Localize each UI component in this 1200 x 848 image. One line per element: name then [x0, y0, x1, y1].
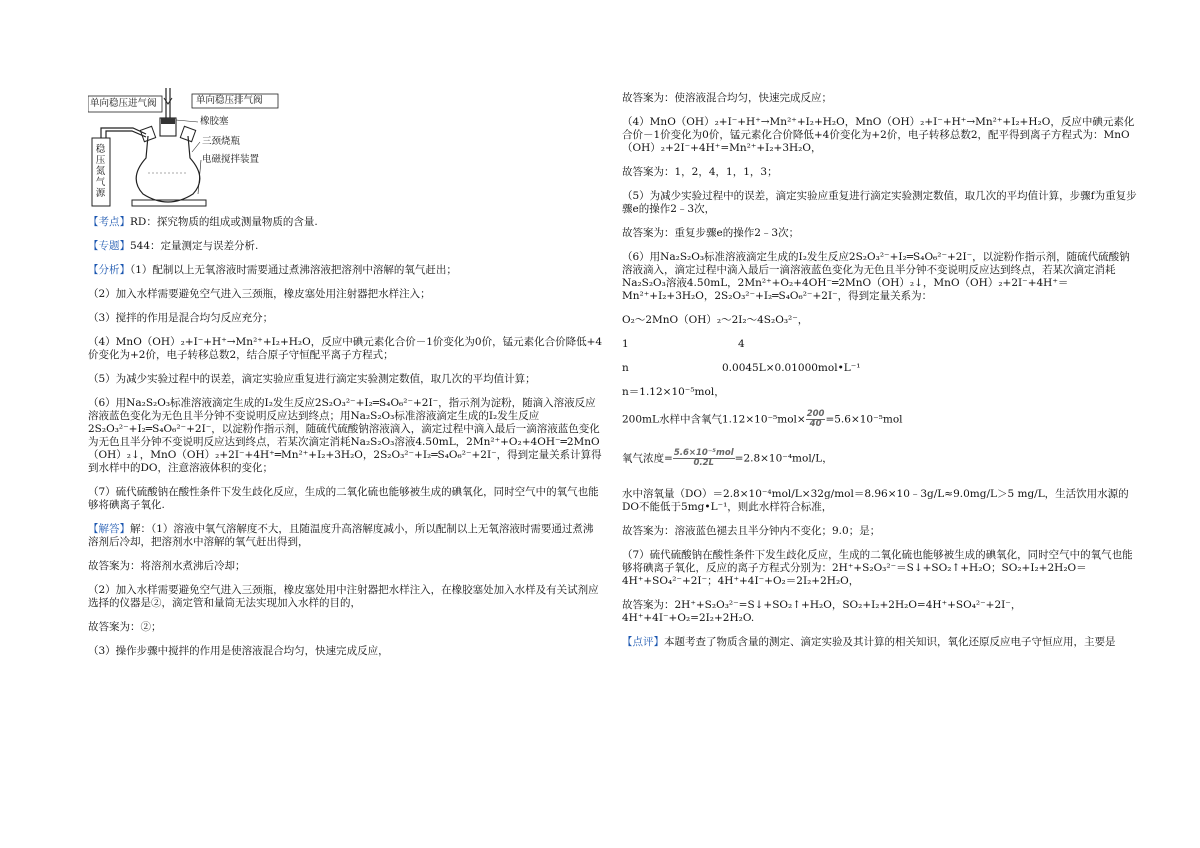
fraction-conc-numerator: 5.6×10⁻⁵mol: [673, 448, 734, 458]
oxygen-concentration-result: =2.8×10⁻⁴mol/L，: [734, 452, 833, 465]
oxygen-amount-line: [622, 410, 1137, 429]
section-tag: 【专题】: [88, 240, 130, 252]
oxygen-concentration-line: [622, 449, 1137, 468]
solution-7: （7）硫代硫酸钠在酸性条件下发生歧化反应，生成的二氧化硫也能够被生成的碘氧化，同时空气中的氧气也能够将碘离子氧化，反应的离子方程式分别为：2H⁺+S₂O₃²⁻＝S↓+SO₂↑+H₂O；SO₂+I₂+2H₂O＝4H⁺+SO₄²⁻+2I⁻；4H⁺+4I⁻+O₂＝2I₂+2H₂O，: [622, 549, 1133, 587]
gas-source-label: 稳压氮气源: [95, 144, 106, 199]
section-tag: 【解答】: [88, 523, 130, 535]
right-column: [622, 92, 1137, 660]
titrant-expression: 0.0045L×0.01000mol•L⁻¹: [722, 362, 861, 374]
apparatus-figure: [88, 88, 288, 208]
ratio-relation: O₂～2MnO（OH）₂～2I₂～4S₂O₃²⁻，: [622, 314, 809, 326]
answer-7: 故答案为：2H⁺+S₂O₃²⁻=S↓+SO₂↑+H₂O，SO₂+I₂+2H₂O=4H⁺+SO₄²⁻+2I⁻，4H⁺+4I⁻+O₂=2I₂+2H₂O.: [622, 599, 1022, 624]
analysis-7: （7）硫代硫酸钠在酸性条件下发生歧化反应，生成的二氧化硫也能够被生成的碘氧化，同时空气中的氧气也能够将碘离子氧化.: [88, 486, 599, 511]
left-column: [88, 88, 603, 669]
ratio-coefficients-row: [622, 338, 1137, 351]
section-tag: 【点评】: [622, 636, 664, 648]
dianping-para: 【点评】本题考查了物质含量的测定、滴定实验及其计算的相关知识，氧化还原反应电子守恒应用，主要是: [622, 636, 1116, 648]
solution-6: （6）用Na₂S₂O₃标准溶液滴定生成的I₂发生反应2S₂O₃²⁻+I₂═S₄O₆²⁻+2I⁻，以淀粉作指示剂，随硫代硫酸钠溶液滴入，滴定过程中滴入最后一滴溶液蓝色变化为无色且半分钟不变说明反应达到终点，若某次滴定消耗Na₂S₂O₃溶液4.50mL，2Mn²⁺+O₂+4OH⁻═2MnO（OH）₂↓，MnO（OH）₂+2I⁻+4H⁺＝Mn²⁺+I₂+3H₂O，2S₂O₃²⁻+I₂═S₄O₆²⁻+2I⁻，得到定量关系为：: [622, 251, 1130, 302]
n-result: n＝1.12×10⁻⁵mol，: [622, 386, 725, 398]
analysis-6: （6）用Na₂S₂O₃标准溶液滴定生成的I₂发生反应2S₂O₃²⁻+I₂═S₄O₆²⁻+2I⁻，指示剂为淀粉，随滴入溶液反应溶液蓝色变化为无色且半分钟不变说明反应达到终点；用Na₂S₂O₃标准溶液滴定生成的I₂发生反应2S₂O₃²⁻+I₂═S₄O₆²⁻+2I⁻，以淀粉作指示剂，随硫代硫酸钠溶液滴入，滴定过程中滴入最后一滴溶液蓝色变化为无色且半分钟不变说明反应达到终点，若某次滴定消耗Na₂S₂O₃溶液4.50mL，2Mn²⁺+O₂+4OH⁻═2MnO（OH）₂↓，MnO（OH）₂+2I⁻+4H⁺═Mn²⁺+I₂+3H₂O，2S₂O₃²⁻+I₂═S₄O₆²⁻+2I⁻，得到定量关系计算得到水样中的DO，注意溶液体积的变化；: [88, 397, 602, 474]
answer-1: 故答案为：将溶剂水煮沸后冷却；: [88, 560, 246, 572]
flask-label: 三颈烧瓶: [202, 136, 241, 147]
analysis-5: （5）为减少实验过程中的误差，滴定实验应重复进行滴定实验测定数值，取几次的平均值计算；: [88, 373, 536, 385]
kaodian-para: 【考点】RD：探究物质的组成或测量物质的含量.: [88, 216, 318, 228]
section-tag: 【考点】: [88, 216, 130, 228]
outlet-valve-label: 单向稳压排气阀: [196, 95, 263, 106]
n-label: n: [622, 362, 629, 374]
answer-4: 故答案为：1，2，4，1，1，3；: [622, 166, 778, 178]
coef-one: 1: [622, 338, 629, 350]
oxygen-amount-result: =5.6×10⁻⁵mol: [825, 413, 903, 426]
answer-6: 故答案为：溶液蓝色褪去且半分钟内不变化；9.0；是；: [622, 525, 881, 537]
solution-3: （3）操作步骤中搅拌的作用是使溶液混合均匀，快速完成反应，: [88, 645, 389, 657]
fraction-conc: [673, 449, 735, 468]
zhuanti-para: 【专题】544：定量测定与误差分析.: [88, 240, 259, 252]
oxygen-amount-prefix: 200mL水样中含氧气1.12×10⁻⁵mol×: [622, 413, 806, 426]
analysis-4: （4）MnO（OH）₂+I⁻+H⁺→Mn²⁺+I₂+H₂O，反应中碘元素化合价－1价变化为0价，锰元素化合价降低+4价变化为+2价，电子转移总数2，结合原子守恒配平离子方程式；: [88, 336, 603, 361]
coef-four: 4: [738, 338, 745, 350]
analysis-3: （3）搅拌的作用是混合均匀反应充分；: [88, 312, 274, 324]
solution-4: （4）MnO（OH）₂+I⁻+H⁺→Mn²⁺+I₂+H₂O，MnO（OH）₂+I⁻+H⁺→Mn²⁺+I₂+H₂O，反应中碘元素化合价－1价变化为0价，锰元素化合价降低+4价变化为+2价，电子转移总数2，配平得到离子方程式为：MnO（OH）₂+2I⁻+4H⁺=Mn²⁺+I₂+3H₂O，: [622, 116, 1135, 154]
jieda-para: 【解答】解：（1）溶液中氧气溶解度不大，且随温度升高溶解度减小，所以配制以上无氧溶液时需要通过煮沸溶剂后冷却，把溶剂水中溶解的氧气赶出得到，: [88, 523, 594, 548]
analysis-2: （2）加入水样需要避免空气进入三颈瓶，橡皮塞处用注射器把水样注入；: [88, 288, 431, 300]
ratio-values-row: [622, 362, 1137, 375]
fraction-conc-denominator: 0.2L: [693, 458, 714, 468]
stirrer-label: 电磁搅拌装置: [202, 154, 260, 165]
inlet-valve-label: 单向稳压进气阀: [90, 98, 157, 109]
section-tag: 【分析】: [88, 264, 130, 276]
oxygen-concentration-prefix: 氧气浓度=: [622, 452, 673, 465]
fraction-200-40: [806, 410, 826, 429]
fraction-200-40-denominator: 40: [809, 419, 822, 429]
stopper-label: 橡胶塞: [200, 116, 229, 127]
solution-2: （2）加入水样需要避免空气进入三颈瓶，橡皮塞处用中注射器把水样注入，在橡胶塞处加入水样及有关试剂应选择的仪器是②，滴定管和量筒无法实现加入水样的目的，: [88, 584, 599, 609]
answer-3: 故答案为：使溶液混合均匀，快速完成反应；: [622, 92, 832, 104]
fenxi-para: 【分析】（1）配制以上无氧溶液时需要通过煮沸溶液把溶剂中溶解的氧气赶出；: [88, 264, 457, 276]
do-calculation: 水中溶氧量（DO）＝2.8×10⁻⁴mol/L×32g/mol＝8.96×10﹣3g/L≈9.0mg/L＞5 mg/L，生活饮用水源的DO不能低于5mg•L⁻¹，则此水样符合标准，: [622, 488, 1129, 513]
fraction-200-40-numerator: 200: [806, 409, 825, 419]
answer-5: 故答案为：重复步骤e的操作2﹣3次；: [622, 227, 800, 239]
solution-5: （5）为减少实验过程中的误差，滴定实验应重复进行滴定实验测定数值，取几次的平均值计算，步骤f为重复步骤e的操作2﹣3次，: [622, 190, 1137, 215]
answer-2: 故答案为：②；: [88, 621, 162, 633]
